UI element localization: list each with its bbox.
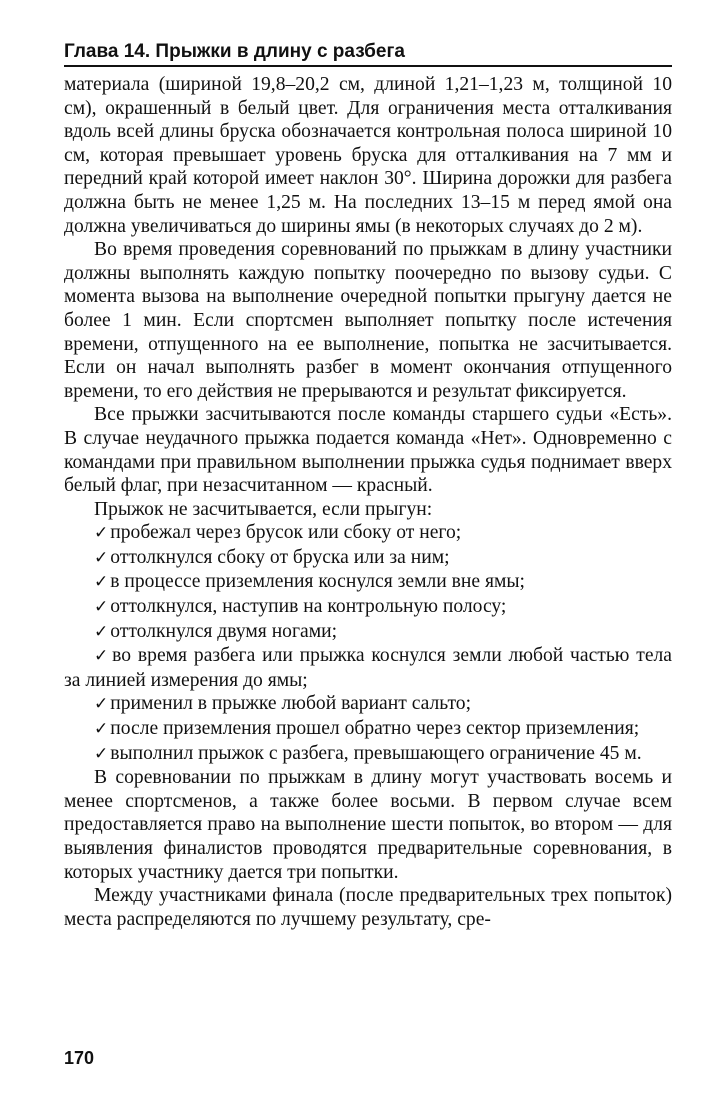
list-item <box>64 717 672 742</box>
paragraph: Все прыжки засчитываются после команды старшего судьи «Есть». В случае неудачного прыжка подается команда «Нет». Одновременно с командами при правильном выполнении прыжка судья поднимает вверх белый флаг, при незасчитанном — красный. <box>64 404 672 497</box>
list-item-text: во время разбега или прыжка коснулся земли любой частью тела за линией измерения до ямы; <box>64 645 672 691</box>
checkmark-icon: ✓ <box>94 646 111 667</box>
list-item <box>64 692 672 717</box>
list-item <box>64 546 672 571</box>
checkmark-icon: ✓ <box>94 523 109 544</box>
disqualification-list <box>64 521 672 766</box>
checkmark-icon: ✓ <box>94 597 109 618</box>
list-item-text: оттолкнулся двумя ногами; <box>110 620 338 642</box>
paragraph: Между участниками финала (после предварительных трех попыток) места распределяются по лучшему результату, сре- <box>64 885 672 930</box>
paragraph: Во время проведения соревнований по прыжкам в длину участники должны выполнять каждую попытку поочередно по вызову судьи. С момента вызова на выполнение очередной попытки прыгуну дается не более 1 мин. Если спортсмен выполняет попытку после истечения времени, отпущенного на ее выполнение, попытка не засчитывается. Если он начал выполнять разбег в момент окончания отпущенного времени, то его действия не прерываются и результат фиксируется. <box>64 239 672 402</box>
paragraph: Прыжок не засчитывается, если прыгун: <box>94 498 433 520</box>
list-item-text: оттолкнулся сбоку от бруска или за ним; <box>110 546 450 568</box>
checkmark-icon: ✓ <box>94 694 109 715</box>
paragraph: материала (шириной 19,8–20,2 см, длиной 1,21–1,23 м, толщиной 10 см), окрашенный в белый цвет. Для ограничения места отталкивания вдоль всей длины бруска обозначается контрольная полоса шириной 10 см, которая превышает уровень бруска для отталкивания на 7 мм и передний край которой имеет наклон 30°. Ширина дорожки для разбега должна быть не менее 1,25 м. На последних 13–15 м перед ямой она должна увеличиваться до ширины ямы (в некоторых случаях до 2 м). <box>64 74 672 237</box>
checkmark-icon: ✓ <box>94 572 109 593</box>
checkmark-icon: ✓ <box>94 547 109 568</box>
list-item <box>64 644 672 692</box>
checkmark-icon: ✓ <box>94 743 109 764</box>
paragraph: В соревновании по прыжкам в длину могут участвовать восемь и менее спортсменов, а также более восьми. В первом случае всем предоставляется право на выполнение шести попыток, во втором — для выявления финалистов проводятся предварительные соревнования, в которых участнику дается три попытки. <box>64 767 672 883</box>
list-item-text: после приземления прошел обратно через сектор приземления; <box>110 718 640 740</box>
list-item-text: выполнил прыжок с разбега, превышающего ограничение 45 м. <box>110 742 642 764</box>
checkmark-icon: ✓ <box>94 719 109 740</box>
list-item-text: применил в прыжке любой вариант сальто; <box>110 693 472 715</box>
list-item <box>64 620 672 645</box>
list-item <box>64 595 672 620</box>
list-item-text: пробежал через брусок или сбоку от него; <box>110 522 462 544</box>
list-item <box>64 570 672 595</box>
list-item-text: в процессе приземления коснулся земли вне ямы; <box>110 571 526 593</box>
checkmark-icon: ✓ <box>94 621 109 642</box>
list-item <box>64 521 672 546</box>
running-head: Глава 14. Прыжки в длину с разбега <box>64 40 672 67</box>
page-number: 170 <box>64 1048 95 1068</box>
body-text <box>64 73 672 931</box>
list-item-text: оттолкнулся, наступив на контрольную полосу; <box>110 596 507 618</box>
list-item <box>64 742 672 767</box>
